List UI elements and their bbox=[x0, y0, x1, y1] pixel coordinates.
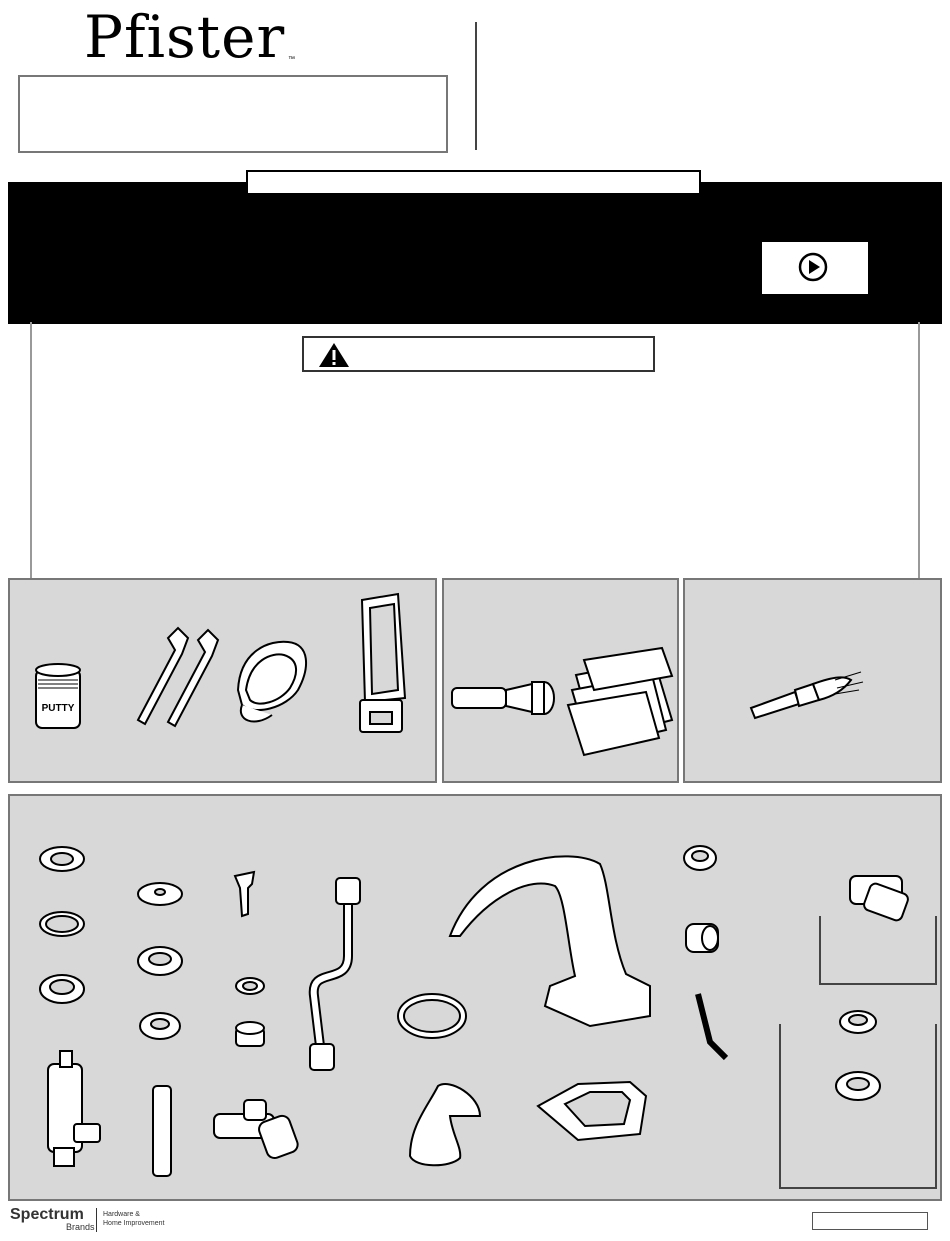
cleaning-panel bbox=[683, 578, 942, 783]
lock-washer-icon bbox=[138, 947, 182, 975]
flashlight-icon bbox=[452, 682, 554, 714]
warning-icon bbox=[318, 342, 350, 368]
cleaning-illustration bbox=[685, 580, 944, 785]
header-divider bbox=[475, 22, 477, 150]
large-nut-icon bbox=[836, 1072, 880, 1100]
pipe-cleaner-icon bbox=[751, 672, 863, 718]
supply-hose-icon bbox=[310, 878, 360, 1070]
tools-panel bbox=[8, 578, 437, 783]
mounting-nut-icon bbox=[40, 975, 84, 1003]
video-button[interactable] bbox=[762, 242, 868, 294]
clip-icon bbox=[684, 846, 716, 870]
footer-division-text: Hardware & Home Improvement bbox=[103, 1211, 165, 1227]
rod-icon bbox=[153, 1086, 171, 1176]
parts-panel bbox=[8, 794, 942, 1201]
valve-body-icon bbox=[48, 1051, 100, 1166]
footer-company-subtitle: Brands bbox=[66, 1222, 95, 1232]
pipe-tee-icon bbox=[850, 876, 910, 922]
hacksaw-icon bbox=[360, 594, 405, 732]
warning-label-box bbox=[302, 336, 655, 372]
handle-icon bbox=[410, 1084, 480, 1165]
model-info-box bbox=[18, 75, 448, 153]
escutcheon-gasket-icon bbox=[398, 994, 466, 1038]
wrench-icon bbox=[138, 628, 218, 726]
sleeve-icon bbox=[236, 1022, 264, 1046]
trademark-mark: ™ bbox=[288, 56, 295, 63]
goggles-icon bbox=[238, 642, 306, 722]
spout-gasket-icon bbox=[538, 1082, 646, 1140]
document-number-box bbox=[812, 1212, 928, 1230]
small-nut-icon bbox=[840, 1011, 876, 1033]
washer-icon bbox=[40, 847, 84, 871]
play-icon bbox=[798, 252, 828, 282]
flat-washer-icon bbox=[138, 883, 182, 905]
brand-logo: Pfister bbox=[84, 3, 286, 71]
allen-wrench-icon bbox=[698, 994, 726, 1058]
footer-company-logo: Spectrum bbox=[10, 1206, 84, 1223]
nut-icon bbox=[140, 1013, 180, 1039]
o-ring-icon bbox=[236, 978, 264, 994]
stopper-icon bbox=[235, 872, 254, 916]
parts-illustration bbox=[10, 796, 944, 1203]
gasket-icon bbox=[40, 912, 84, 936]
flashlight-illustration bbox=[444, 580, 681, 785]
tools-illustration bbox=[10, 580, 439, 785]
towels-icon bbox=[568, 648, 672, 755]
aerator-icon bbox=[686, 924, 718, 952]
footer-divider bbox=[96, 1208, 97, 1232]
tee-fitting-icon bbox=[214, 1100, 300, 1160]
spout-icon bbox=[450, 856, 650, 1026]
putty-jar-icon bbox=[36, 664, 80, 728]
title-label-box bbox=[246, 170, 701, 195]
putty-label: PUTTY bbox=[41, 703, 75, 714]
flashlight-panel bbox=[442, 578, 679, 783]
